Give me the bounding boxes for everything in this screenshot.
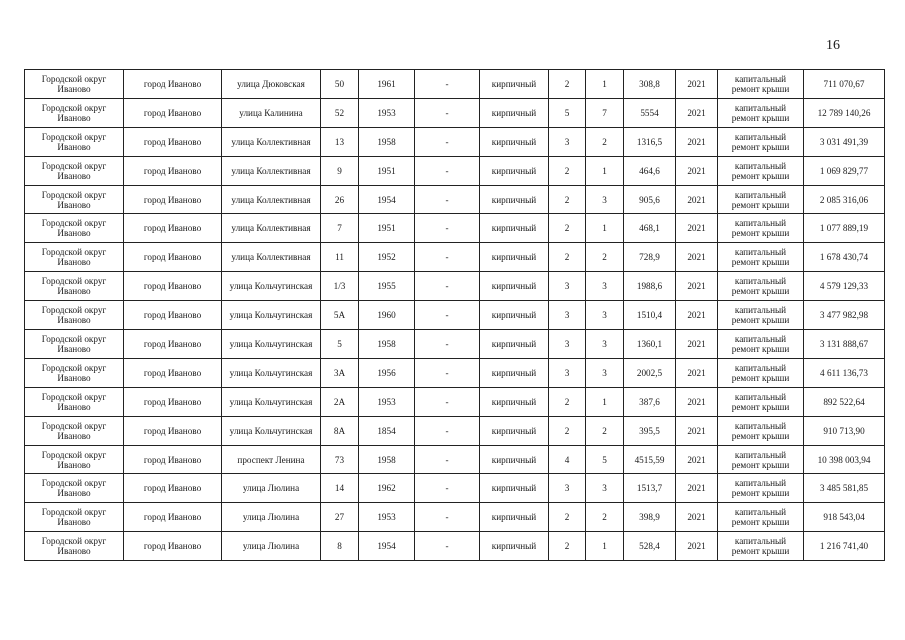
- cell-dash: -: [415, 272, 480, 301]
- cell-dash: -: [415, 301, 480, 330]
- cell-area: 464,6: [624, 156, 676, 185]
- cell-city: город Иваново: [124, 445, 222, 474]
- cell-area: 4515,59: [624, 445, 676, 474]
- cell-plan-year: 2021: [676, 387, 718, 416]
- cell-entrances: 1: [586, 70, 624, 99]
- table-row: [25, 387, 885, 416]
- cell-street: улица Коллективная: [222, 185, 321, 214]
- table-row: [25, 358, 885, 387]
- table-row: [25, 70, 885, 99]
- cell-dash: -: [415, 156, 480, 185]
- cell-cost: 12 789 140,26: [804, 98, 885, 127]
- cell-street: улица Коллективная: [222, 243, 321, 272]
- cell-area: 308,8: [624, 70, 676, 99]
- table-row: [25, 98, 885, 127]
- cell-material: кирпичный: [480, 156, 549, 185]
- cell-year: 1951: [359, 214, 415, 243]
- cell-entrances: 3: [586, 330, 624, 359]
- cell-floors: 3: [549, 358, 586, 387]
- cell-floors: 2: [549, 185, 586, 214]
- cell-year: 1952: [359, 243, 415, 272]
- table-row: [25, 474, 885, 503]
- cell-house: 73: [321, 445, 359, 474]
- cell-city: город Иваново: [124, 532, 222, 561]
- cell-cost: 1 077 889,19: [804, 214, 885, 243]
- cell-district: Городской округ Иваново: [25, 416, 124, 445]
- cell-plan-year: 2021: [676, 445, 718, 474]
- cell-work: капитальный ремонт крыши: [718, 156, 804, 185]
- cell-city: город Иваново: [124, 272, 222, 301]
- cell-city: город Иваново: [124, 243, 222, 272]
- cell-material: кирпичный: [480, 532, 549, 561]
- cell-dash: -: [415, 387, 480, 416]
- cell-district: Городской округ Иваново: [25, 387, 124, 416]
- cell-material: кирпичный: [480, 127, 549, 156]
- cell-year: 1954: [359, 185, 415, 214]
- cell-year: 1956: [359, 358, 415, 387]
- cell-work: капитальный ремонт крыши: [718, 127, 804, 156]
- cell-year: 1958: [359, 445, 415, 474]
- table-row: [25, 272, 885, 301]
- cell-entrances: 2: [586, 127, 624, 156]
- cell-floors: 2: [549, 503, 586, 532]
- cell-area: 387,6: [624, 387, 676, 416]
- cell-material: кирпичный: [480, 272, 549, 301]
- cell-material: кирпичный: [480, 98, 549, 127]
- cell-work: капитальный ремонт крыши: [718, 416, 804, 445]
- cell-street: улица Кольчугинская: [222, 330, 321, 359]
- cell-street: улица Кольчугинская: [222, 387, 321, 416]
- cell-year: 1953: [359, 98, 415, 127]
- cell-year: 1953: [359, 387, 415, 416]
- table-row: [25, 445, 885, 474]
- cell-work: капитальный ремонт крыши: [718, 474, 804, 503]
- cell-plan-year: 2021: [676, 243, 718, 272]
- cell-year: 1960: [359, 301, 415, 330]
- cell-house: 7: [321, 214, 359, 243]
- cell-city: город Иваново: [124, 70, 222, 99]
- cell-district: Городской округ Иваново: [25, 445, 124, 474]
- page-number: 16: [826, 38, 840, 53]
- cell-entrances: 3: [586, 185, 624, 214]
- cell-cost: 1 678 430,74: [804, 243, 885, 272]
- cell-area: 1513,7: [624, 474, 676, 503]
- cell-street: улица Дюковская: [222, 70, 321, 99]
- cell-district: Городской округ Иваново: [25, 156, 124, 185]
- cell-street: улица Калинина: [222, 98, 321, 127]
- cell-entrances: 1: [586, 214, 624, 243]
- cell-city: город Иваново: [124, 416, 222, 445]
- cell-house: 2А: [321, 387, 359, 416]
- cell-house: 27: [321, 503, 359, 532]
- table-row: [25, 330, 885, 359]
- cell-city: город Иваново: [124, 98, 222, 127]
- cell-material: кирпичный: [480, 503, 549, 532]
- cell-entrances: 1: [586, 387, 624, 416]
- cell-cost: 892 522,64: [804, 387, 885, 416]
- cell-work: капитальный ремонт крыши: [718, 387, 804, 416]
- cell-material: кирпичный: [480, 416, 549, 445]
- cell-work: капитальный ремонт крыши: [718, 272, 804, 301]
- cell-year: 1954: [359, 532, 415, 561]
- cell-house: 1/3: [321, 272, 359, 301]
- cell-entrances: 1: [586, 156, 624, 185]
- table-row: [25, 127, 885, 156]
- cell-district: Городской округ Иваново: [25, 272, 124, 301]
- cell-plan-year: 2021: [676, 301, 718, 330]
- cell-dash: -: [415, 185, 480, 214]
- cell-plan-year: 2021: [676, 185, 718, 214]
- cell-plan-year: 2021: [676, 503, 718, 532]
- cell-entrances: 3: [586, 272, 624, 301]
- cell-work: капитальный ремонт крыши: [718, 243, 804, 272]
- cell-area: 1360,1: [624, 330, 676, 359]
- cell-street: улица Люлина: [222, 503, 321, 532]
- cell-floors: 3: [549, 301, 586, 330]
- cell-city: город Иваново: [124, 301, 222, 330]
- cell-plan-year: 2021: [676, 532, 718, 561]
- cell-cost: 1 216 741,40: [804, 532, 885, 561]
- cell-work: капитальный ремонт крыши: [718, 503, 804, 532]
- cell-dash: -: [415, 243, 480, 272]
- cell-area: 728,9: [624, 243, 676, 272]
- cell-district: Городской округ Иваново: [25, 532, 124, 561]
- cell-area: 905,6: [624, 185, 676, 214]
- cell-street: улица Кольчугинская: [222, 301, 321, 330]
- cell-entrances: 3: [586, 474, 624, 503]
- cell-street: улица Кольчугинская: [222, 416, 321, 445]
- cell-city: город Иваново: [124, 156, 222, 185]
- cell-cost: 910 713,90: [804, 416, 885, 445]
- cell-plan-year: 2021: [676, 330, 718, 359]
- cell-work: капитальный ремонт крыши: [718, 301, 804, 330]
- cell-district: Городской округ Иваново: [25, 127, 124, 156]
- cell-street: улица Коллективная: [222, 214, 321, 243]
- cell-area: 1316,5: [624, 127, 676, 156]
- table-row: [25, 243, 885, 272]
- cell-dash: -: [415, 416, 480, 445]
- cell-material: кирпичный: [480, 387, 549, 416]
- cell-entrances: 2: [586, 416, 624, 445]
- cell-house: 13: [321, 127, 359, 156]
- cell-year: 1951: [359, 156, 415, 185]
- cell-floors: 4: [549, 445, 586, 474]
- cell-plan-year: 2021: [676, 416, 718, 445]
- cell-year: 1958: [359, 330, 415, 359]
- cell-city: город Иваново: [124, 185, 222, 214]
- table-row: [25, 301, 885, 330]
- cell-house: 8: [321, 532, 359, 561]
- table-row: [25, 532, 885, 561]
- cell-floors: 2: [549, 243, 586, 272]
- cell-house: 26: [321, 185, 359, 214]
- cell-cost: 1 069 829,77: [804, 156, 885, 185]
- cell-floors: 3: [549, 272, 586, 301]
- cell-year: 1962: [359, 474, 415, 503]
- cell-dash: -: [415, 330, 480, 359]
- cell-area: 398,9: [624, 503, 676, 532]
- cell-material: кирпичный: [480, 185, 549, 214]
- cell-material: кирпичный: [480, 358, 549, 387]
- cell-cost: 3 031 491,39: [804, 127, 885, 156]
- cell-floors: 3: [549, 127, 586, 156]
- cell-house: 14: [321, 474, 359, 503]
- cell-district: Городской округ Иваново: [25, 243, 124, 272]
- cell-cost: 711 070,67: [804, 70, 885, 99]
- cell-dash: -: [415, 70, 480, 99]
- cell-work: капитальный ремонт крыши: [718, 98, 804, 127]
- cell-entrances: 2: [586, 243, 624, 272]
- cell-house: 5А: [321, 301, 359, 330]
- cell-floors: 2: [549, 156, 586, 185]
- cell-work: капитальный ремонт крыши: [718, 445, 804, 474]
- cell-district: Городской округ Иваново: [25, 301, 124, 330]
- cell-city: город Иваново: [124, 474, 222, 503]
- cell-material: кирпичный: [480, 474, 549, 503]
- cell-year: 1953: [359, 503, 415, 532]
- cell-city: город Иваново: [124, 503, 222, 532]
- cell-district: Городской округ Иваново: [25, 98, 124, 127]
- table-row: [25, 214, 885, 243]
- cell-district: Городской округ Иваново: [25, 214, 124, 243]
- cell-house: 52: [321, 98, 359, 127]
- cell-area: 5554: [624, 98, 676, 127]
- cell-city: город Иваново: [124, 358, 222, 387]
- cell-cost: 4 611 136,73: [804, 358, 885, 387]
- cell-area: 395,5: [624, 416, 676, 445]
- cell-district: Городской округ Иваново: [25, 503, 124, 532]
- cell-cost: 10 398 003,94: [804, 445, 885, 474]
- cell-plan-year: 2021: [676, 98, 718, 127]
- cell-street: улица Коллективная: [222, 156, 321, 185]
- roof-repair-table: [24, 69, 885, 561]
- cell-entrances: 7: [586, 98, 624, 127]
- cell-dash: -: [415, 532, 480, 561]
- cell-house: 5: [321, 330, 359, 359]
- table-row: [25, 503, 885, 532]
- cell-house: 8А: [321, 416, 359, 445]
- cell-work: капитальный ремонт крыши: [718, 330, 804, 359]
- cell-floors: 2: [549, 70, 586, 99]
- cell-material: кирпичный: [480, 445, 549, 474]
- cell-floors: 2: [549, 387, 586, 416]
- cell-year: 1958: [359, 127, 415, 156]
- cell-dash: -: [415, 474, 480, 503]
- cell-house: 50: [321, 70, 359, 99]
- cell-dash: -: [415, 503, 480, 532]
- cell-area: 468,1: [624, 214, 676, 243]
- cell-cost: 3 477 982,98: [804, 301, 885, 330]
- cell-floors: 5: [549, 98, 586, 127]
- cell-plan-year: 2021: [676, 156, 718, 185]
- cell-entrances: 3: [586, 358, 624, 387]
- cell-plan-year: 2021: [676, 272, 718, 301]
- cell-dash: -: [415, 98, 480, 127]
- cell-area: 1988,6: [624, 272, 676, 301]
- cell-street: улица Люлина: [222, 532, 321, 561]
- cell-work: капитальный ремонт крыши: [718, 185, 804, 214]
- cell-plan-year: 2021: [676, 358, 718, 387]
- cell-house: 9: [321, 156, 359, 185]
- cell-plan-year: 2021: [676, 214, 718, 243]
- cell-street: проспект Ленина: [222, 445, 321, 474]
- cell-district: Городской округ Иваново: [25, 185, 124, 214]
- cell-entrances: 1: [586, 532, 624, 561]
- cell-dash: -: [415, 358, 480, 387]
- cell-dash: -: [415, 214, 480, 243]
- table-row: [25, 416, 885, 445]
- cell-house: 3А: [321, 358, 359, 387]
- cell-floors: 2: [549, 214, 586, 243]
- cell-house: 11: [321, 243, 359, 272]
- cell-area: 2002,5: [624, 358, 676, 387]
- cell-entrances: 2: [586, 503, 624, 532]
- cell-work: капитальный ремонт крыши: [718, 214, 804, 243]
- cell-city: город Иваново: [124, 330, 222, 359]
- cell-work: капитальный ремонт крыши: [718, 358, 804, 387]
- cell-plan-year: 2021: [676, 70, 718, 99]
- cell-material: кирпичный: [480, 214, 549, 243]
- cell-area: 1510,4: [624, 301, 676, 330]
- cell-cost: 4 579 129,33: [804, 272, 885, 301]
- cell-district: Городской округ Иваново: [25, 330, 124, 359]
- cell-street: улица Кольчугинская: [222, 272, 321, 301]
- cell-plan-year: 2021: [676, 474, 718, 503]
- cell-street: улица Люлина: [222, 474, 321, 503]
- cell-district: Городской округ Иваново: [25, 474, 124, 503]
- cell-floors: 2: [549, 416, 586, 445]
- cell-floors: 3: [549, 330, 586, 359]
- cell-cost: 3 485 581,85: [804, 474, 885, 503]
- cell-work: капитальный ремонт крыши: [718, 532, 804, 561]
- cell-cost: 3 131 888,67: [804, 330, 885, 359]
- cell-dash: -: [415, 445, 480, 474]
- cell-material: кирпичный: [480, 301, 549, 330]
- cell-district: Городской округ Иваново: [25, 70, 124, 99]
- cell-material: кирпичный: [480, 330, 549, 359]
- cell-year: 1854: [359, 416, 415, 445]
- cell-city: город Иваново: [124, 127, 222, 156]
- cell-city: город Иваново: [124, 214, 222, 243]
- cell-material: кирпичный: [480, 243, 549, 272]
- table-body: [25, 70, 885, 561]
- cell-floors: 3: [549, 474, 586, 503]
- cell-area: 528,4: [624, 532, 676, 561]
- cell-cost: 918 543,04: [804, 503, 885, 532]
- cell-entrances: 5: [586, 445, 624, 474]
- cell-city: город Иваново: [124, 387, 222, 416]
- cell-material: кирпичный: [480, 70, 549, 99]
- cell-entrances: 3: [586, 301, 624, 330]
- cell-work: капитальный ремонт крыши: [718, 70, 804, 99]
- cell-cost: 2 085 316,06: [804, 185, 885, 214]
- cell-plan-year: 2021: [676, 127, 718, 156]
- cell-year: 1955: [359, 272, 415, 301]
- cell-district: Городской округ Иваново: [25, 358, 124, 387]
- cell-street: улица Коллективная: [222, 127, 321, 156]
- cell-street: улица Кольчугинская: [222, 358, 321, 387]
- cell-dash: -: [415, 127, 480, 156]
- table-row: [25, 156, 885, 185]
- cell-year: 1961: [359, 70, 415, 99]
- cell-floors: 2: [549, 532, 586, 561]
- table-row: [25, 185, 885, 214]
